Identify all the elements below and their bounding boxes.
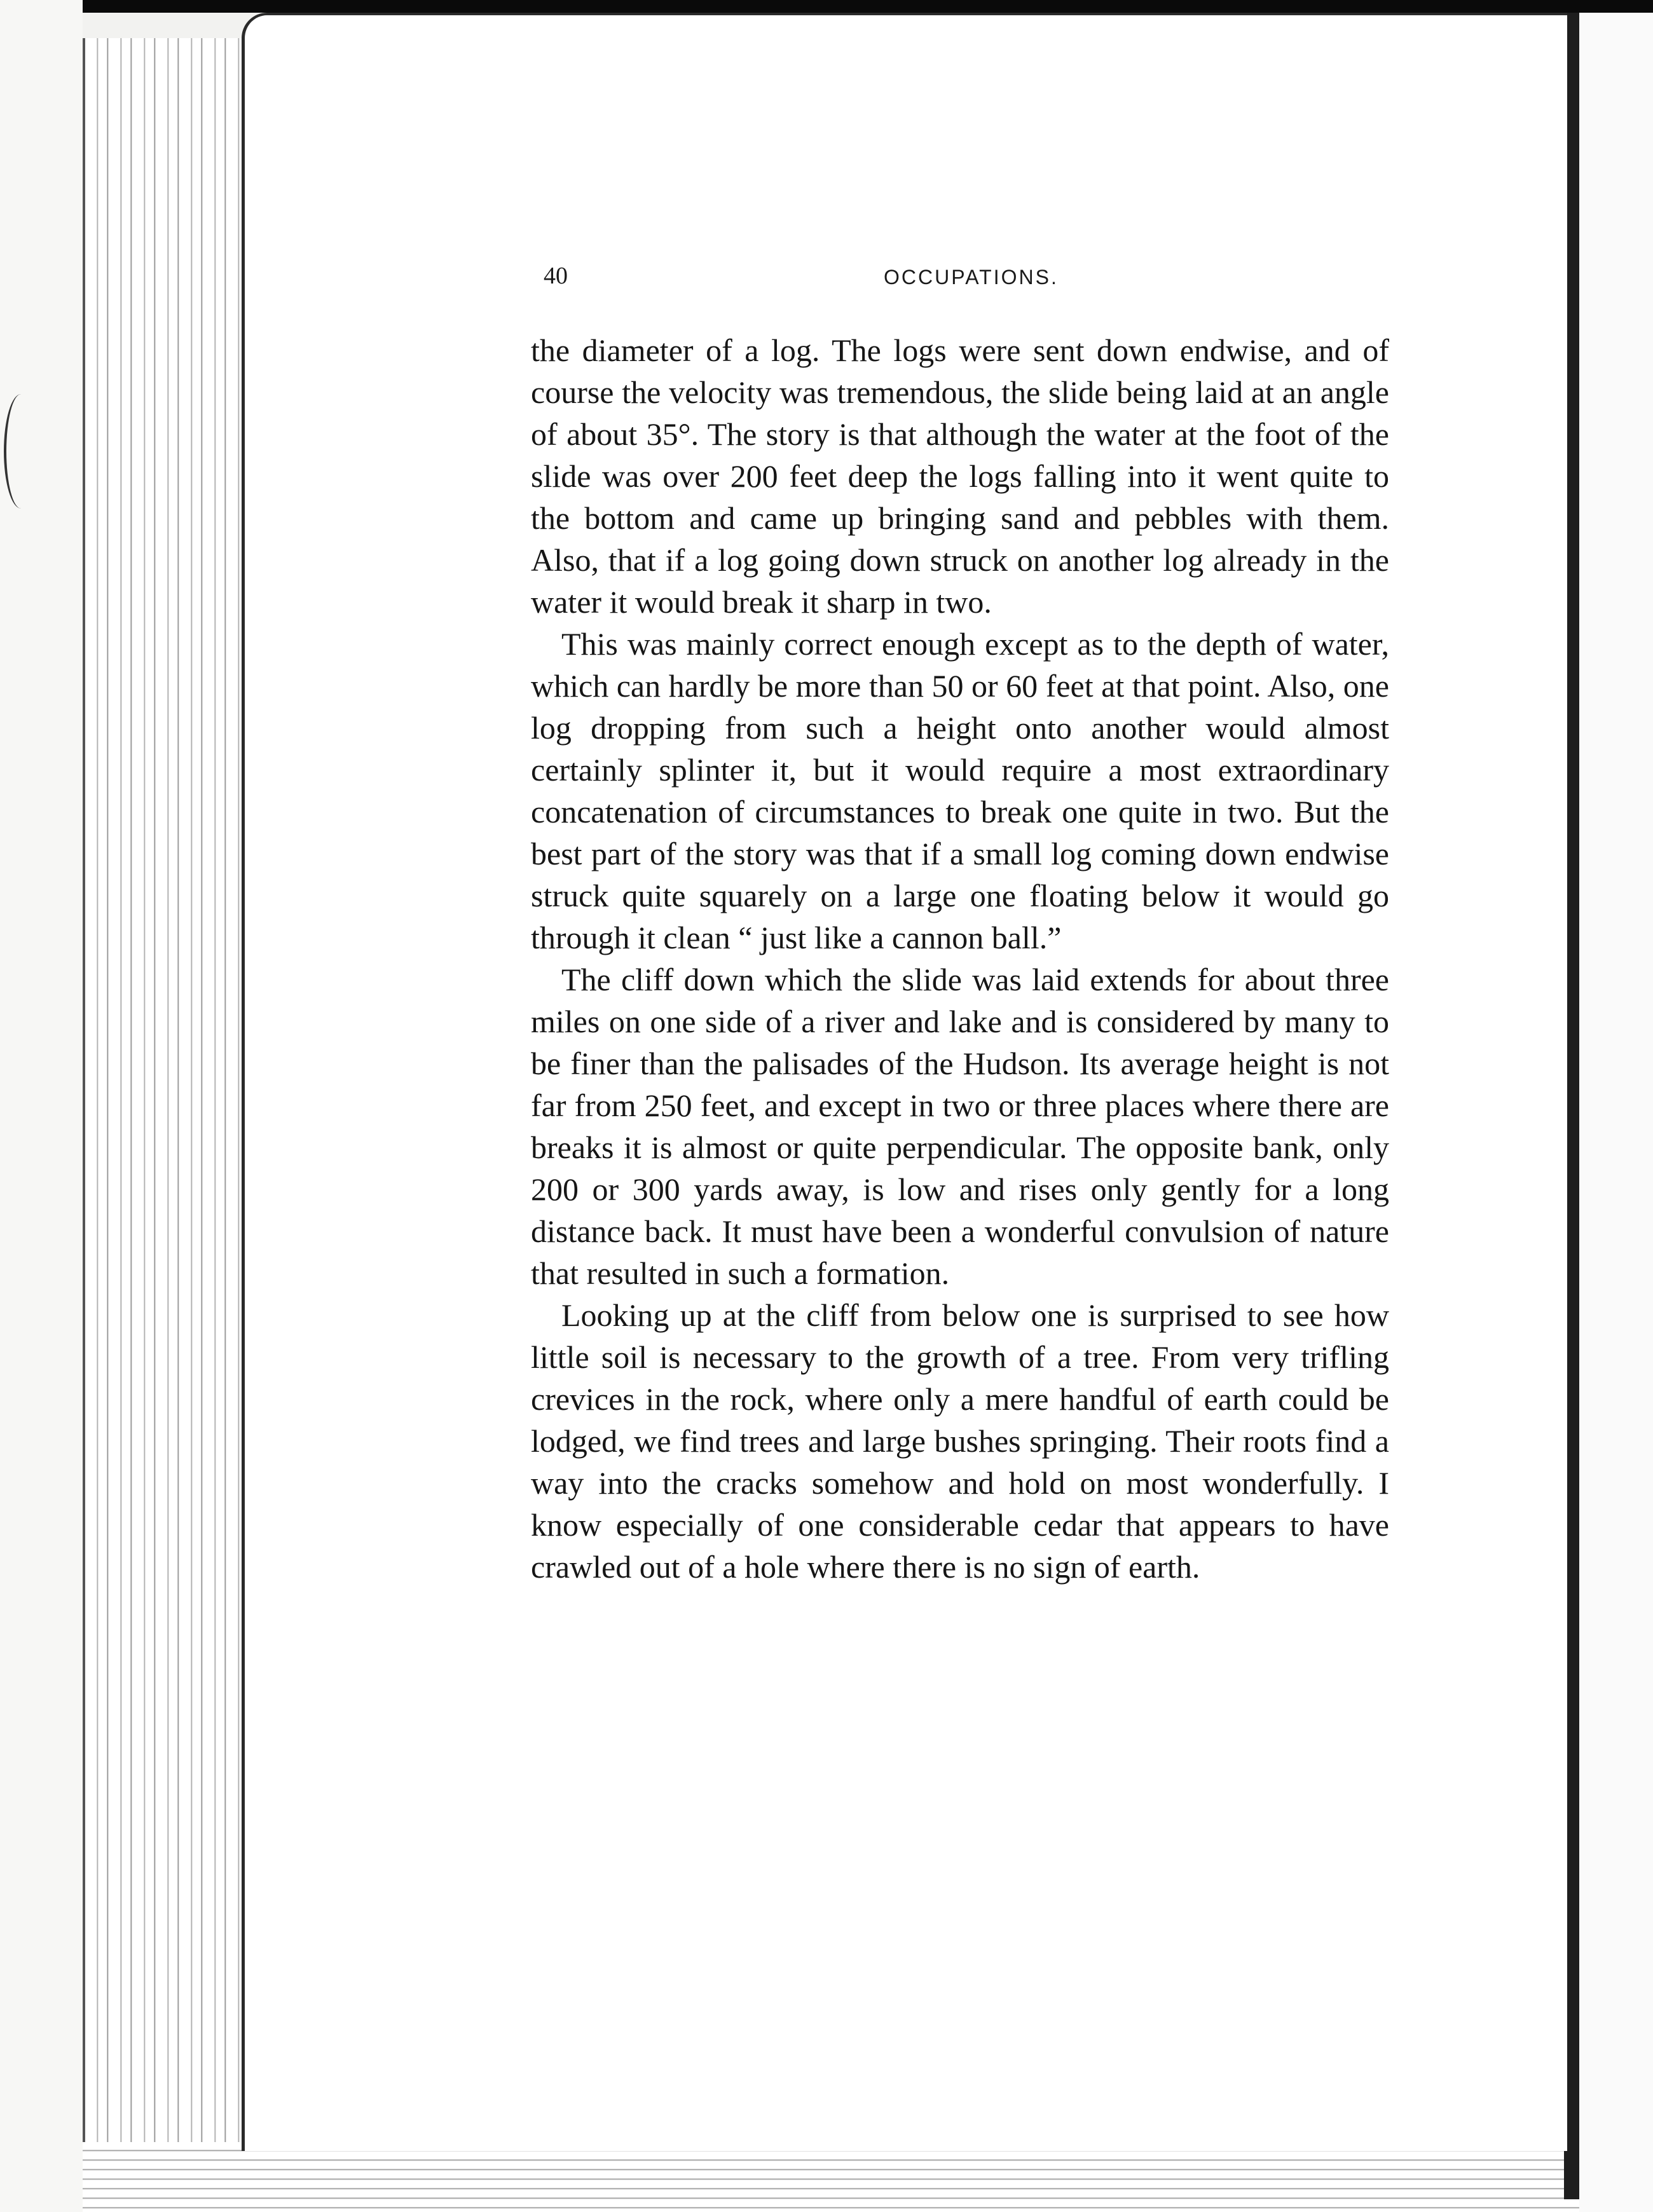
- page-number: 40: [544, 263, 568, 289]
- book-page-edges: [83, 38, 257, 2187]
- paragraph-1: the diameter of a log. The logs were sent down endwise, and of course the velocity was tremendous, the slide being laid at an angle of about 35°. The story is that although the water at the foot of the slide was over 200 feet deep the logs falling into it went quite to the bottom and came up bringing sand and pebbles with them. Also, that if a log going down struck on another log already in the water it would break it sharp in two.: [531, 332, 1389, 620]
- page-header: [544, 262, 1370, 300]
- paragraph-3: The cliff down which the slide was laid extends for about three miles on one side of a river and lake and is considered by many to be finer than the palisades of the Hudson. Its average height is not far from 250 feet, and except in two or three places where there are breaks it is almost or quite perpendicular. The opposite bank, only 200 or 300 yards away, is low and rises only gently for a long distance back. It must have been a wonderful convulsion of nature that resulted in such a formation.: [531, 962, 1389, 1291]
- running-head: OCCUPATIONS.: [884, 266, 1059, 289]
- paragraph-4: Looking up at the cliff from below one is surprised to see how little soil is necessary to the growth of a tree. From very trifling crevices in the rock, where only a mere handful of earth could be lodged, we find trees and large bushes springing. Their roots find a way into the cracks somehow and hold on most wonderfully. I know especially of one considerable cedar that appears to have crawled out of a hole where there is no sign of earth.: [531, 1297, 1389, 1585]
- paragraph-2: This was mainly correct enough except as to the depth of water, which can hardly be more than 50 or 60 feet at that point. Also, one log dropping from such a height onto another would almost certainly splinter it, but it would require a most extraordinary concatenation of circumstances to break one quite in two. But the best part of the story was that if a small log coming down endwise struck quite squarely on a large one floating below it would go through it clean “ just like a cannon ball.”: [531, 626, 1389, 955]
- scan-top-border: [0, 0, 1653, 13]
- book-page-edges-bottom: [83, 2142, 1653, 2212]
- body-text: [531, 329, 1389, 1588]
- scan-margin-mark: [4, 394, 38, 509]
- scan-left-margin: [0, 0, 83, 2212]
- scan-right-margin: [1579, 13, 1653, 2212]
